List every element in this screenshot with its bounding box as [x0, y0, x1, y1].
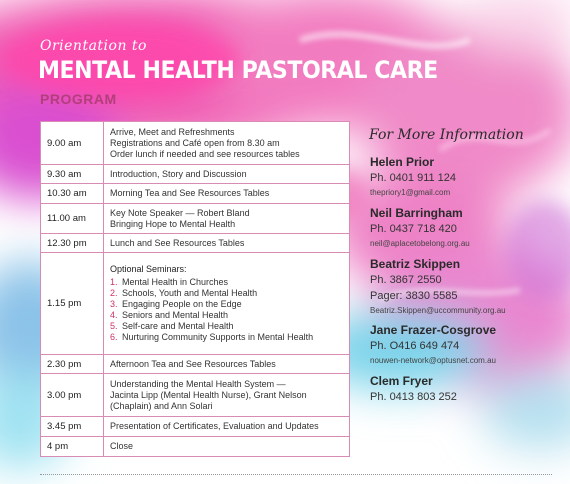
- contact-card: [370, 256, 506, 318]
- seminar-list: [110, 277, 343, 343]
- contact-email[interactable]: nouwen-network@optusnet.com.au: [370, 356, 496, 365]
- contact-card: [370, 322, 496, 368]
- contact-email[interactable]: neil@aplacetobelong.org.au: [370, 239, 470, 248]
- list-item: [110, 288, 343, 299]
- activity-cell: [104, 184, 350, 204]
- list-item: [110, 321, 343, 332]
- time-cell: 2.30 pm: [41, 355, 104, 374]
- activity-line: Arrive, Meet and Refreshments: [110, 126, 235, 137]
- contact-phone: Ph. O416 649 474: [370, 340, 460, 352]
- seminar-label: Self-care and Mental Health: [122, 321, 234, 331]
- more-info-heading: For More Information: [369, 127, 524, 143]
- activity-cell: [104, 374, 350, 417]
- table-row: [41, 437, 350, 457]
- time-cell: 1.15 pm: [41, 253, 104, 355]
- table-row: [41, 374, 350, 417]
- table-row: [41, 355, 350, 374]
- time-cell: 12.30 pm: [41, 234, 104, 253]
- contact-email[interactable]: Beatriz.Skippen@uccommunity.org.au: [370, 306, 506, 315]
- activity-line: Introduction, Story and Discussion: [110, 168, 247, 179]
- activity-line: Key Note Speaker — Robert Bland: [110, 207, 250, 218]
- contact-name: Helen Prior: [370, 155, 435, 169]
- list-item: [110, 299, 343, 310]
- activity-line: Bringing Hope to Mental Health: [110, 218, 236, 229]
- activity-line: Registrations and Café open from 8.30 am: [110, 137, 280, 148]
- list-item: [110, 310, 343, 321]
- contact-phone: Ph. 0413 803 252: [370, 391, 457, 403]
- time-cell: 3.45 pm: [41, 417, 104, 437]
- activity-line: Lunch and See Resources Tables: [110, 237, 245, 248]
- contact-phone: Ph. 0437 718 420: [370, 223, 457, 235]
- activity-line: Order lunch if needed and see resources tables: [110, 148, 300, 159]
- page-title: MENTAL HEALTH PASTORAL CARE: [38, 56, 438, 84]
- activity-cell: [104, 417, 350, 437]
- subtitle: Orientation to: [40, 38, 147, 54]
- activity-line: Afternoon Tea and See Resources Tables: [110, 358, 276, 369]
- activity-line: Understanding the Mental Health System —: [110, 378, 286, 389]
- activity-line: (Chaplain) and Ann Solari: [110, 400, 213, 411]
- time-cell: 3.00 pm: [41, 374, 104, 417]
- seminar-label: Mental Health in Churches: [122, 277, 229, 287]
- seminar-label: Seniors and Mental Health: [122, 310, 229, 320]
- contact-card: [370, 373, 457, 405]
- contact-name: Clem Fryer: [370, 374, 433, 388]
- contact-name: Neil Barringham: [370, 206, 463, 220]
- table-row: [41, 122, 350, 165]
- contact-card: [370, 205, 470, 251]
- activity-cell: [104, 122, 350, 165]
- list-item: [110, 277, 343, 288]
- item-number: 5.: [110, 321, 118, 331]
- table-row: [41, 204, 350, 234]
- table-row: [41, 253, 350, 355]
- list-item: [110, 332, 343, 343]
- seminar-label: Schools, Youth and Mental Health: [122, 288, 258, 298]
- activity-line: Presentation of Certificates, Evaluation and Updates: [110, 421, 319, 431]
- item-number: 2.: [110, 288, 118, 298]
- activity-line: Jacinta Lipp (Mental Health Nurse), Grant Nelson: [110, 389, 307, 400]
- schedule-table: [40, 121, 350, 457]
- time-cell: 10.30 am: [41, 184, 104, 204]
- activity-line: Close: [110, 441, 134, 451]
- activity-cell: [104, 437, 350, 457]
- activity-cell: [104, 234, 350, 253]
- contact-card: [370, 154, 456, 200]
- program-label: PROGRAM: [40, 91, 117, 107]
- item-number: 3.: [110, 299, 118, 309]
- footer-divider: [40, 474, 552, 475]
- activity-cell: [104, 165, 350, 184]
- time-cell: 9.00 am: [41, 122, 104, 165]
- time-cell: 11.00 am: [41, 204, 104, 234]
- contact-name: Beatriz Skippen: [370, 257, 461, 271]
- contact-email[interactable]: thepriory1@gmail.com: [370, 188, 451, 197]
- contact-phone: Ph. 0401 911 124: [370, 172, 457, 184]
- table-row: [41, 234, 350, 253]
- contact-pager: Pager: 3830 5585: [370, 290, 458, 302]
- time-cell: 9.30 am: [41, 165, 104, 184]
- item-number: 4.: [110, 310, 118, 320]
- time-cell: 4 pm: [41, 437, 104, 457]
- contact-phone: Ph. 3867 2550: [370, 274, 442, 286]
- seminar-label: Engaging People on the Edge: [122, 299, 242, 309]
- seminar-label: Nurturing Community Supports in Mental Health: [122, 332, 314, 342]
- activity-cell: [104, 204, 350, 234]
- activity-cell: [104, 253, 350, 355]
- activity-line: Morning Tea and See Resources Tables: [110, 188, 270, 198]
- table-row: [41, 417, 350, 437]
- table-row: [41, 165, 350, 184]
- activity-cell: [104, 355, 350, 374]
- item-number: 6.: [110, 332, 118, 342]
- contact-name: Jane Frazer-Cosgrove: [370, 323, 497, 337]
- seminars-heading: Optional Seminars:: [110, 264, 187, 274]
- table-row: [41, 184, 350, 204]
- item-number: 1.: [110, 277, 118, 287]
